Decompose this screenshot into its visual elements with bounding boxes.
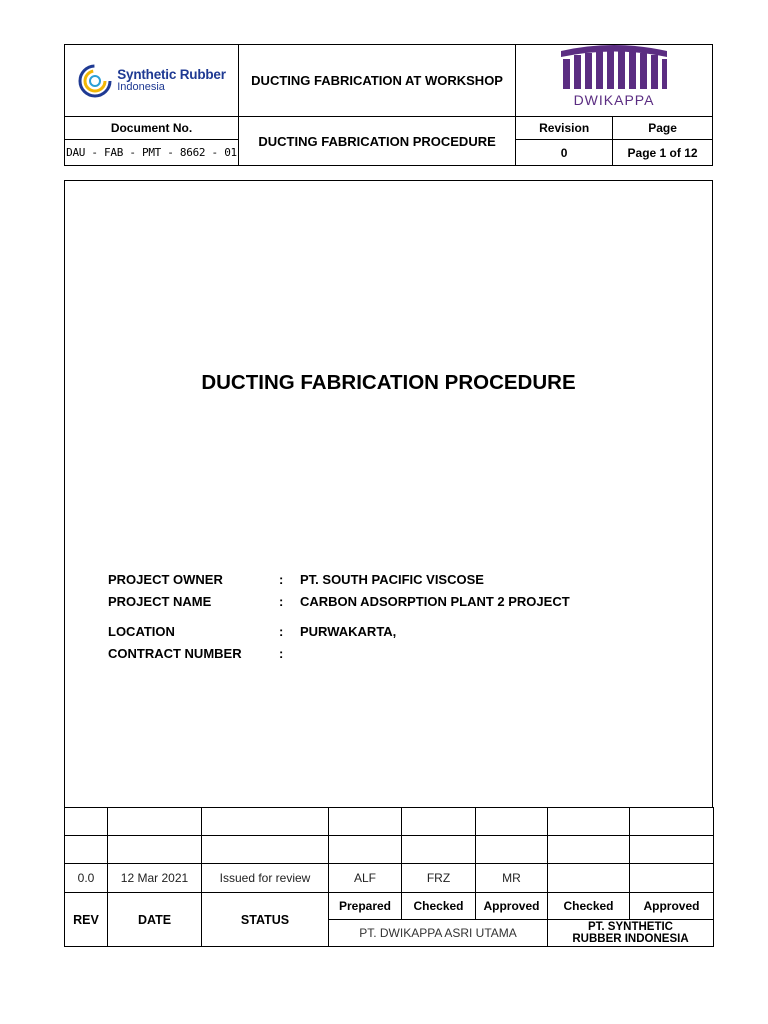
approved-header: Approved <box>476 893 548 920</box>
revision-row-empty <box>65 808 714 836</box>
contract-number-label: CONTRACT NUMBER <box>108 646 242 661</box>
location-label: LOCATION <box>108 624 175 639</box>
location-colon: : <box>279 624 284 639</box>
client-approved-header: Approved <box>630 893 714 920</box>
dwikappa-logo <box>539 45 689 111</box>
contractor-company: PT. DWIKAPPA ASRI UTAMA <box>329 920 548 947</box>
approved-cell: MR <box>476 864 548 893</box>
prepared-cell: ALF <box>329 864 402 893</box>
doc-no-value: DAU - FAB - PMT - 8662 - 01 <box>65 140 239 166</box>
rev-cell: 0.0 <box>65 864 108 893</box>
location-value: PURWAKARTA, <box>300 624 397 639</box>
rev-header: REV <box>65 893 108 947</box>
checked-header: Checked <box>402 893 476 920</box>
contractor-logo-cell <box>516 45 713 117</box>
client-logo-cell <box>65 45 239 117</box>
synthetic-rubber-emblem-icon <box>77 63 113 99</box>
revision-label: Revision <box>516 117 613 140</box>
client-company <box>548 920 714 947</box>
project-owner-colon: : <box>279 572 284 587</box>
client-company-line2: RUBBER INDONESIA <box>572 933 689 945</box>
header-title-top: DUCTING FABRICATION AT WORKSHOP <box>238 45 515 117</box>
prepared-header: Prepared <box>329 893 402 920</box>
cover-body <box>64 180 713 808</box>
project-name-colon: : <box>279 594 284 609</box>
status-header: STATUS <box>202 893 329 947</box>
client-logo-sub: Indonesia <box>117 80 165 93</box>
page-label: Page <box>613 117 713 140</box>
doc-no-label: Document No. <box>65 117 239 140</box>
project-owner-label: PROJECT OWNER <box>108 572 223 587</box>
client-checked-header: Checked <box>548 893 630 920</box>
header-title-main: DUCTING FABRICATION PROCEDURE <box>238 117 515 166</box>
revision-row <box>65 864 714 893</box>
revision-value: 0 <box>516 140 613 166</box>
date-header: DATE <box>108 893 202 947</box>
dwikappa-logo-text: DWIKAPPA <box>573 92 655 108</box>
page-title: DUCTING FABRICATION PROCEDURE <box>201 371 576 394</box>
page-value: Page 1 of 12 <box>613 140 713 166</box>
date-cell: 12 Mar 2021 <box>108 864 202 893</box>
client-company-line1: PT. SYNTHETIC <box>588 921 673 933</box>
revision-header-row <box>65 893 714 920</box>
project-owner-value: PT. SOUTH PACIFIC VISCOSE <box>300 572 484 587</box>
client-logo-name: Synthetic Rubber <box>117 66 226 82</box>
project-name-value: CARBON ADSORPTION PLANT 2 PROJECT <box>300 594 570 609</box>
project-name-label: PROJECT NAME <box>108 594 212 609</box>
checked-cell: FRZ <box>402 864 476 893</box>
synthetic-rubber-logo <box>65 63 238 99</box>
revision-row-empty <box>65 836 714 864</box>
revision-table <box>64 807 714 947</box>
document-header <box>64 44 713 166</box>
status-cell: Issued for review <box>202 864 329 893</box>
contract-number-colon: : <box>279 646 284 661</box>
